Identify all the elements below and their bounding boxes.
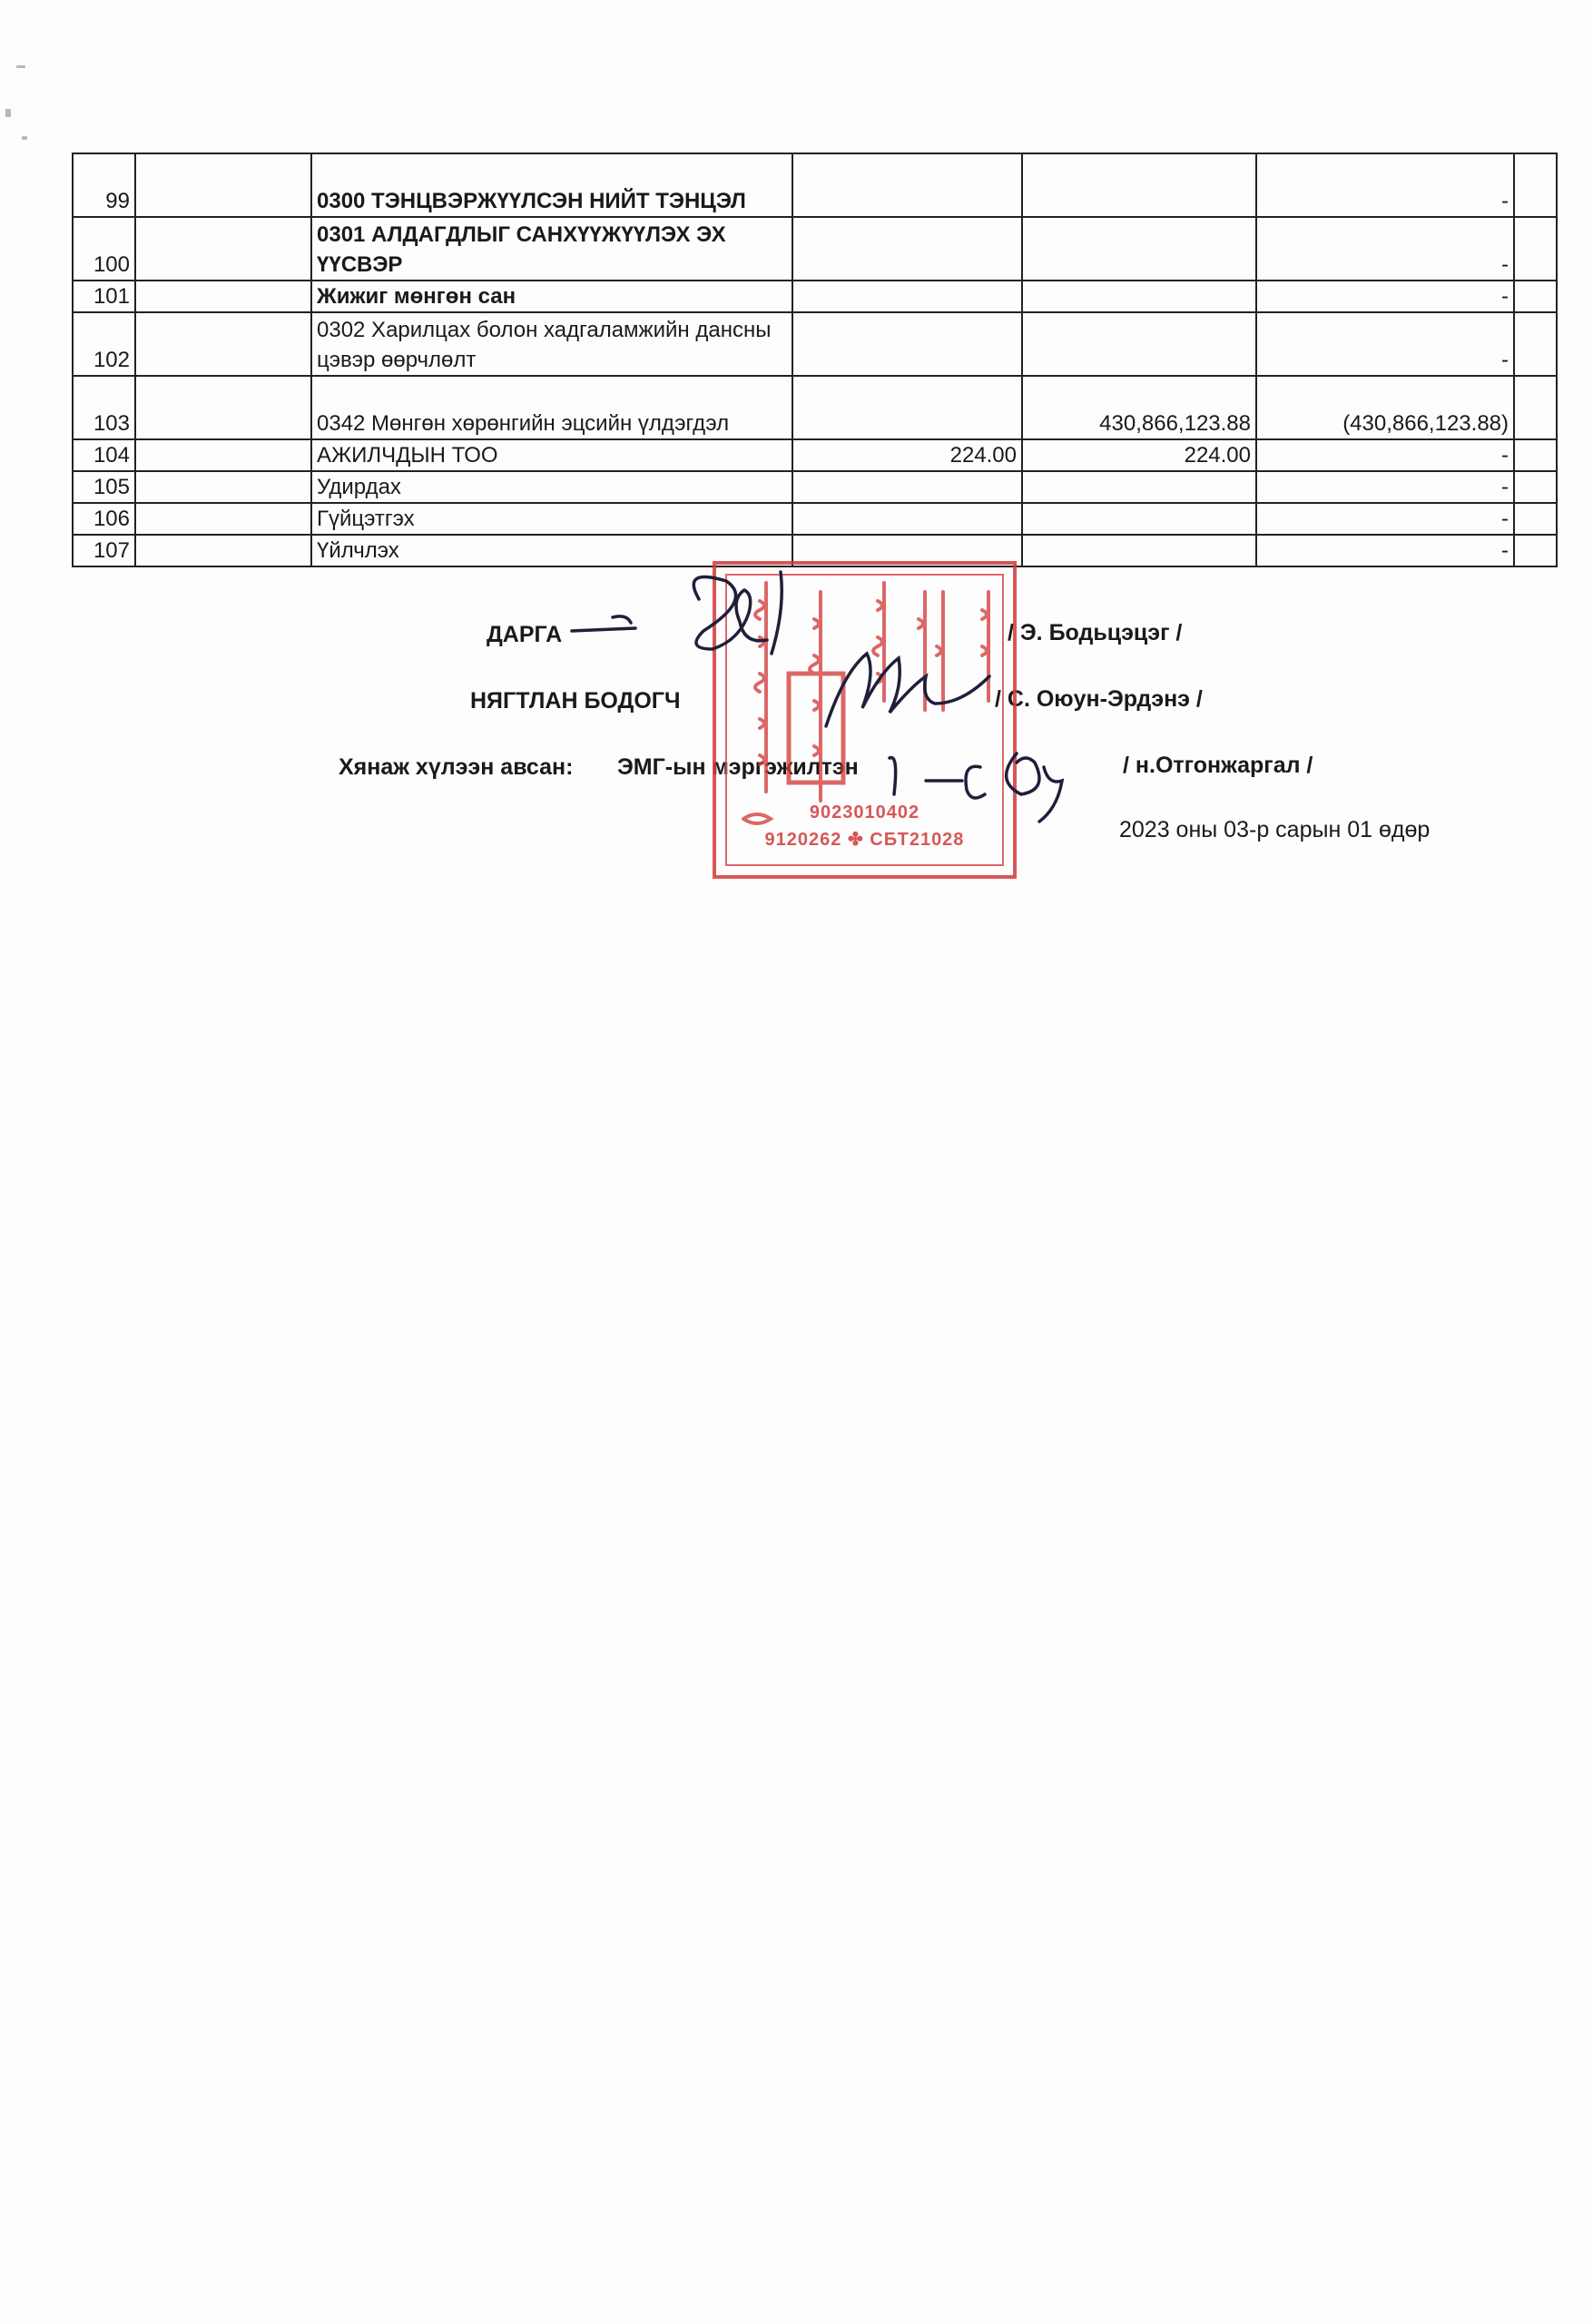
empty-cell (1514, 153, 1557, 217)
scan-speck (22, 136, 27, 140)
accountant-title: НЯГТЛАН БОДОГЧ (470, 688, 681, 714)
row-description-cell: 0342 Мөнгөн хөрөнгийн эцсийн үлдэгдэл (311, 376, 792, 439)
row-number-cell: 105 (73, 471, 135, 503)
reviewer-label: Хянаж хүлээн авсан: (339, 754, 574, 780)
row-description-cell: 0300 ТЭНЦВЭРЖҮҮЛСЭН НИЙТ ТЭНЦЭЛ (311, 153, 792, 217)
scan-speck (16, 65, 25, 68)
table-row (73, 281, 1557, 312)
empty-cell (1514, 217, 1557, 281)
value-cell-3: - (1256, 281, 1514, 312)
value-cell-3: (430,866,123.88) (1256, 376, 1514, 439)
empty-cell (135, 439, 311, 471)
official-stamp (713, 561, 1017, 879)
empty-cell (1514, 312, 1557, 376)
stamp-code-1: 9023010402 (809, 803, 920, 822)
document-date: 2023 оны 03-р сарын 01 өдөр (1119, 817, 1431, 842)
value-cell-3: - (1256, 217, 1514, 281)
value-cell-1: 224.00 (792, 439, 1022, 471)
row-description-cell: 0302 Харилцах болон хадгаламжийн дансны цэвэр өөрчлөлт (311, 312, 792, 376)
value-cell-2 (1022, 281, 1256, 312)
table-row (73, 439, 1557, 471)
empty-cell (135, 535, 311, 566)
value-cell-2 (1022, 312, 1256, 376)
empty-cell (135, 376, 311, 439)
stamp-code-2: 9120262 ✤ СБТ21028 (764, 830, 965, 850)
empty-cell (135, 503, 311, 535)
row-number-cell: 101 (73, 281, 135, 312)
value-cell-2 (1022, 471, 1256, 503)
empty-cell (1514, 535, 1557, 566)
row-number-cell: 103 (73, 376, 135, 439)
table-row (73, 312, 1557, 376)
row-description-cell: Гүйцэтгэх (311, 503, 792, 535)
value-cell-1 (792, 376, 1022, 439)
table-row (73, 153, 1557, 217)
row-number-cell: 100 (73, 217, 135, 281)
row-number-cell: 99 (73, 153, 135, 217)
empty-cell (135, 281, 311, 312)
empty-cell (1514, 376, 1557, 439)
table-row (73, 471, 1557, 503)
value-cell-2 (1022, 535, 1256, 566)
row-number-cell: 104 (73, 439, 135, 471)
table-row (73, 503, 1557, 535)
value-cell-3: - (1256, 153, 1514, 217)
empty-cell (135, 217, 311, 281)
row-number-cell: 106 (73, 503, 135, 535)
reviewer-title: ЭМГ-ын мэргэжилтэн (617, 754, 859, 780)
value-cell-2 (1022, 153, 1256, 217)
empty-cell (1514, 439, 1557, 471)
director-name: / Э. Бодьцэцэг / (1008, 620, 1183, 645)
empty-cell (135, 312, 311, 376)
table-row (73, 376, 1557, 439)
report-table-body (73, 153, 1557, 566)
row-description-cell: Удирдах (311, 471, 792, 503)
empty-cell (1514, 471, 1557, 503)
value-cell-1 (792, 153, 1022, 217)
empty-cell (135, 471, 311, 503)
empty-cell (1514, 503, 1557, 535)
reviewer-name: / н.Отгонжаргал / (1123, 753, 1313, 778)
value-cell-3: - (1256, 535, 1514, 566)
value-cell-2: 224.00 (1022, 439, 1256, 471)
value-cell-2: 430,866,123.88 (1022, 376, 1256, 439)
value-cell-1 (792, 312, 1022, 376)
row-description-cell: Жижиг мөнгөн сан (311, 281, 792, 312)
row-description-cell: АЖИЛЧДЫН ТОО (311, 439, 792, 471)
value-cell-3: - (1256, 439, 1514, 471)
empty-cell (1514, 281, 1557, 312)
value-cell-2 (1022, 217, 1256, 281)
row-description-cell: Үйлчлэх (311, 535, 792, 566)
value-cell-3: - (1256, 312, 1514, 376)
row-number-cell: 102 (73, 312, 135, 376)
value-cell-1 (792, 217, 1022, 281)
value-cell-3: - (1256, 471, 1514, 503)
value-cell-3: - (1256, 503, 1514, 535)
table-row (73, 217, 1557, 281)
empty-cell (135, 153, 311, 217)
value-cell-1 (792, 503, 1022, 535)
scan-speck (5, 109, 11, 117)
row-number-cell: 107 (73, 535, 135, 566)
value-cell-1 (792, 471, 1022, 503)
accountant-name: / С. Оюун-Эрдэнэ / (995, 686, 1203, 712)
value-cell-1 (792, 281, 1022, 312)
director-title: ДАРГА (487, 622, 563, 647)
row-description-cell: 0301 АЛДАГДЛЫГ САНХҮҮЖҮҮЛЭХ ЭХ ҮҮСВЭР (311, 217, 792, 281)
value-cell-2 (1022, 503, 1256, 535)
report-table (72, 153, 1558, 567)
